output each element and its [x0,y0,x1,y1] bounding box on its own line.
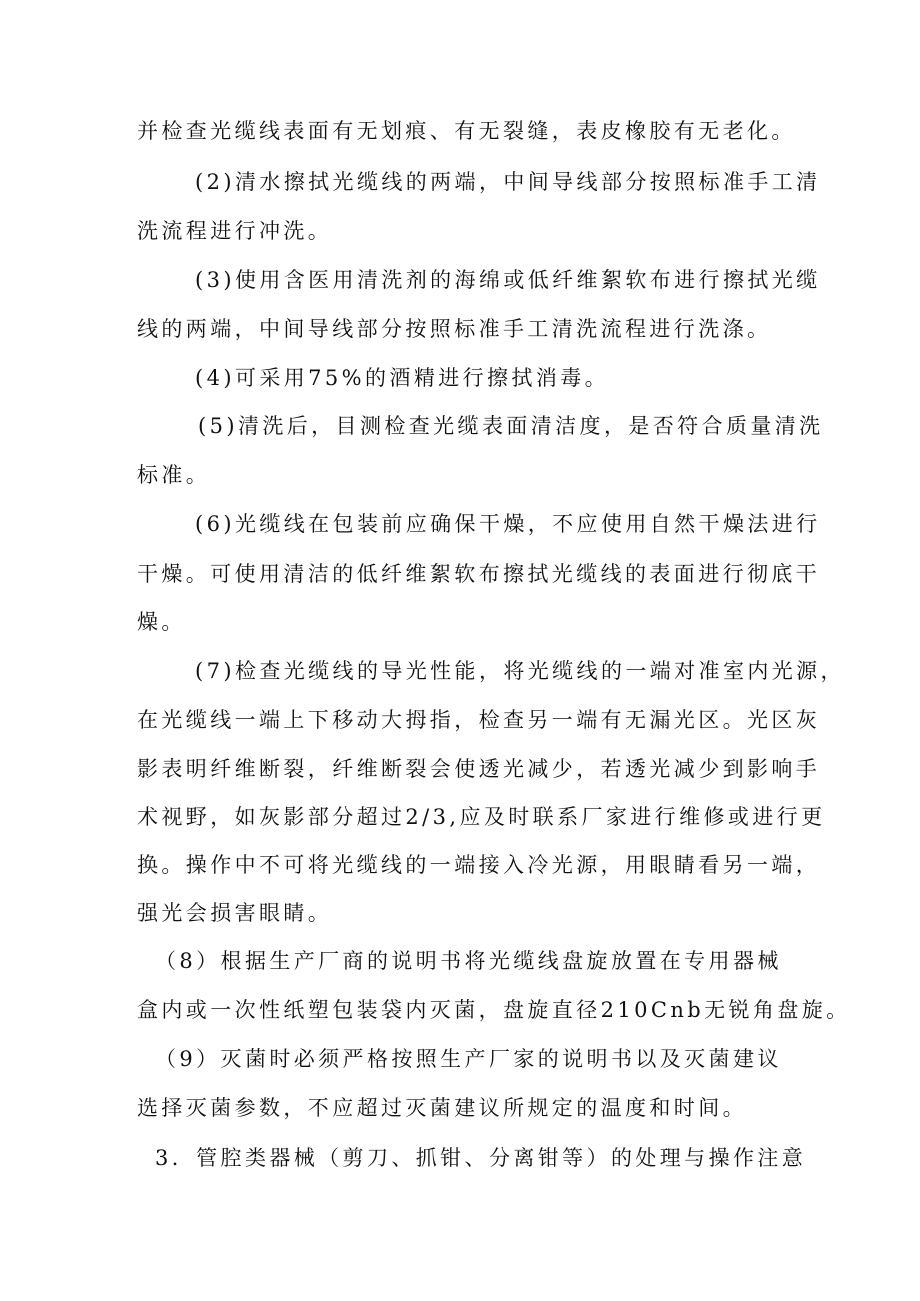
paragraph-line: 选择灭菌参数，不应超过灭菌建议所规定的温度和时间。 [137,1096,747,1120]
paragraph-line: （8）根据生产厂商的说明书将光缆线盘旋放置在专用器械 [155,949,782,973]
paragraph-line: 术视野，如灰影部分超过2/3,应及时联系厂家进行维修或进行更 [137,805,826,829]
paragraph-line: 燥。 [137,610,186,634]
paragraph-line: 换。操作中不可将光缆线的一端接入冷光源，用眼睛看另一端， [137,853,821,877]
paragraph-line: (6)光缆线在包装前应确保干燥，不应使用自然干燥法进行 [195,512,821,536]
paragraph-line: 干燥。可使用清洁的低纤维絮软布擦拭光缆线的表面进行彻底干 [137,562,821,586]
paragraph-line: (3)使用含医用清洗剂的海绵或低纤维絮软布进行擦拭光缆 [195,268,821,292]
paragraph-line: (4)可采用75%的酒精进行擦拭消毒。 [195,366,610,390]
paragraph-line: 并检查光缆线表面有无划痕、有无裂缝，表皮橡胶有无老化。 [137,119,796,143]
paragraph-line: (7)检查光缆线的导光性能，将光缆线的一端对准室内光源， [195,659,845,683]
paragraph-line: (2)清水擦拭光缆线的两端，中间导线部分按照标准手工清 [195,170,821,194]
paragraph-line: 在光缆线一端上下移动大拇指，检查另一端有无漏光区。光区灰 [137,708,821,732]
paragraph-line: 强光会损害眼睛。 [137,901,333,925]
paragraph-line: 洗流程进行冲洗。 [137,219,333,243]
section-heading: 3．管腔类器械（剪刀、抓钳、分离钳等）的处理与操作注意 [155,1146,807,1170]
paragraph-line: （9）灭菌时必须严格按照生产厂家的说明书以及灭菌建议 [155,1047,782,1071]
paragraph-line: 标准。 [137,463,211,487]
paragraph-line: 线的两端，中间导线部分按照标准手工清洗流程进行洗涤。 [137,317,772,341]
paragraph-line: 盒内或一次性纸塑包装袋内灭菌，盘旋直径210Cnb无锐角盘旋。 [137,998,851,1022]
paragraph-line: (5)清洗后，目测检查光缆表面清洁度，是否符合质量清洗 [198,414,824,438]
paragraph-line: 影表明纤维断裂，纤维断裂会使透光减少，若透光减少到影响手 [137,757,821,781]
